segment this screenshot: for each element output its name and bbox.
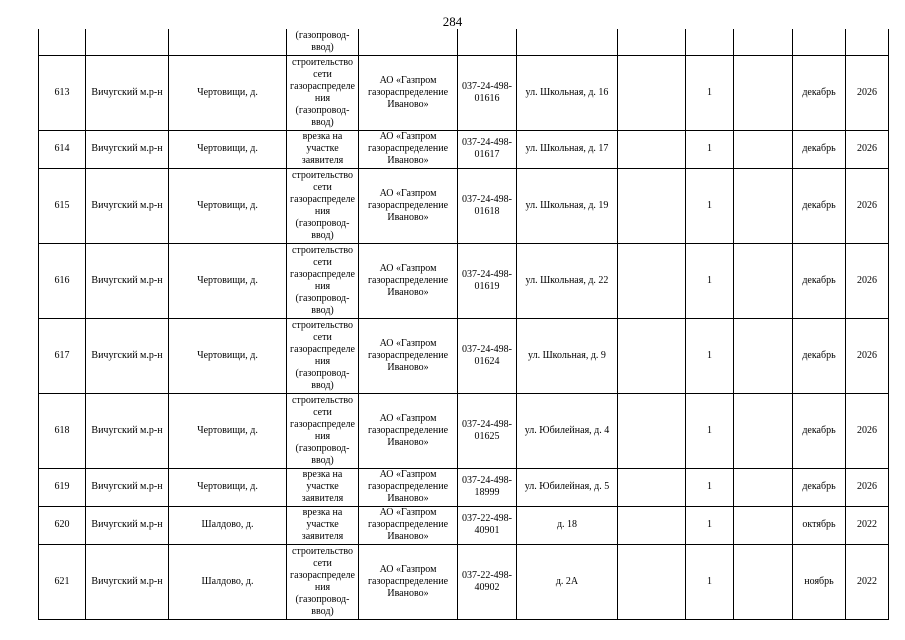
- row-number-cell: 615: [39, 168, 86, 243]
- empty-cell: [618, 130, 686, 168]
- month-cell: декабрь: [793, 168, 846, 243]
- quantity-cell: 1: [686, 393, 734, 468]
- quantity-cell: 1: [686, 544, 734, 619]
- code-cell: 037-24-498-01625: [458, 393, 517, 468]
- owner-cell: АО «Газпром газораспределение Иваново»: [359, 506, 458, 544]
- empty-cell: [618, 468, 686, 506]
- district-cell: Вичугский м.р-н: [86, 468, 169, 506]
- owner-cell: АО «Газпром газораспределение Иваново»: [359, 243, 458, 318]
- district-cell: Вичугский м.р-н: [86, 393, 169, 468]
- settlement-cell: Шалдово, д.: [169, 506, 287, 544]
- row-number-cell: 616: [39, 243, 86, 318]
- empty-cell: [618, 55, 686, 130]
- page-number: 284: [442, 14, 463, 29]
- table-row: [39, 468, 889, 506]
- settlement-cell: Чертовищи, д.: [169, 168, 287, 243]
- work-type-cell: строительство сети газораспределения (газопровод-ввод): [287, 318, 359, 393]
- quantity-cell: 1: [686, 468, 734, 506]
- settlement-cell: Чертовищи, д.: [169, 55, 287, 130]
- district-cell: Вичугский м.р-н: [86, 506, 169, 544]
- settlement-cell: Чертовищи, д.: [169, 468, 287, 506]
- address-cell: ул. Юбилейная, д. 4: [517, 393, 618, 468]
- district-cell: Вичугский м.р-н: [86, 55, 169, 130]
- code-cell: 037-22-498-40902: [458, 544, 517, 619]
- empty-cell: [618, 506, 686, 544]
- district-cell: Вичугский м.р-н: [86, 544, 169, 619]
- continuation-row: [39, 29, 889, 55]
- row-number-cell: 619: [39, 468, 86, 506]
- work-type-cell: строительство сети газораспределения (газопровод-ввод): [287, 243, 359, 318]
- year-cell: 2026: [846, 168, 889, 243]
- empty-cell: [734, 243, 793, 318]
- month-cell: декабрь: [793, 318, 846, 393]
- settlement-cell: Чертовищи, д.: [169, 243, 287, 318]
- empty-cell: [734, 544, 793, 619]
- owner-cell: АО «Газпром газораспределение Иваново»: [359, 393, 458, 468]
- month-cell: декабрь: [793, 393, 846, 468]
- empty-cell: [734, 468, 793, 506]
- month-cell: декабрь: [793, 243, 846, 318]
- empty-cell: [618, 393, 686, 468]
- district-cell: Вичугский м.р-н: [86, 168, 169, 243]
- table-row: [39, 55, 889, 130]
- empty-cell: [734, 318, 793, 393]
- empty-cell: [618, 318, 686, 393]
- row-number-cell: 620: [39, 506, 86, 544]
- table-row: [39, 318, 889, 393]
- empty-cell: [618, 243, 686, 318]
- settlement-cell: Чертовищи, д.: [169, 393, 287, 468]
- quantity-cell: 1: [686, 168, 734, 243]
- owner-cell: АО «Газпром газораспределение Иваново»: [359, 55, 458, 130]
- empty-cell: [618, 168, 686, 243]
- code-cell: 037-24-498-01618: [458, 168, 517, 243]
- year-cell: 2026: [846, 468, 889, 506]
- work-type-cell: строительство сети газораспределения (газопровод-ввод): [287, 544, 359, 619]
- address-cell: ул. Школьная, д. 17: [517, 130, 618, 168]
- code-cell: 037-22-498-40901: [458, 506, 517, 544]
- address-cell: ул. Юбилейная, д. 5: [517, 468, 618, 506]
- owner-cell: АО «Газпром газораспределение Иваново»: [359, 318, 458, 393]
- address-cell: ул. Школьная, д. 9: [517, 318, 618, 393]
- empty-cell: [734, 168, 793, 243]
- quantity-cell: 1: [686, 318, 734, 393]
- address-cell: ул. Школьная, д. 22: [517, 243, 618, 318]
- quantity-cell: 1: [686, 55, 734, 130]
- year-cell: 2026: [846, 393, 889, 468]
- month-cell: декабрь: [793, 130, 846, 168]
- address-cell: ул. Школьная, д. 16: [517, 55, 618, 130]
- district-cell: Вичугский м.р-н: [86, 318, 169, 393]
- address-cell: д. 18: [517, 506, 618, 544]
- year-cell: 2026: [846, 55, 889, 130]
- year-cell: 2026: [846, 243, 889, 318]
- work-type-cell: строительство сети газораспределения (газопровод-ввод): [287, 168, 359, 243]
- month-cell: декабрь: [793, 55, 846, 130]
- table-row: [39, 168, 889, 243]
- empty-cell: [734, 506, 793, 544]
- table-row: [39, 393, 889, 468]
- table-row: [39, 506, 889, 544]
- quantity-cell: 1: [686, 130, 734, 168]
- owner-cell: АО «Газпром газораспределение Иваново»: [359, 130, 458, 168]
- work-type-cell: строительство сети газораспределения (газопровод-ввод): [287, 55, 359, 130]
- quantity-cell: 1: [686, 243, 734, 318]
- code-cell: 037-24-498-18999: [458, 468, 517, 506]
- empty-cell: [734, 393, 793, 468]
- row-number-cell: 621: [39, 544, 86, 619]
- year-cell: 2022: [846, 506, 889, 544]
- code-cell: 037-24-498-01617: [458, 130, 517, 168]
- settlement-cell: Чертовищи, д.: [169, 318, 287, 393]
- row-number-cell: 618: [39, 393, 86, 468]
- code-cell: 037-24-498-01624: [458, 318, 517, 393]
- empty-cell: [618, 544, 686, 619]
- work-type-cell: врезка на участке заявителя: [287, 130, 359, 168]
- table-row: [39, 243, 889, 318]
- work-type-cell: врезка на участке заявителя: [287, 506, 359, 544]
- address-cell: д. 2А: [517, 544, 618, 619]
- settlement-cell: Чертовищи, д.: [169, 130, 287, 168]
- quantity-cell: 1: [686, 506, 734, 544]
- work-type-cell: врезка на участке заявителя: [287, 468, 359, 506]
- code-cell: 037-24-498-01619: [458, 243, 517, 318]
- row-number-cell: 613: [39, 55, 86, 130]
- row-number-cell: 614: [39, 130, 86, 168]
- table-row: [39, 130, 889, 168]
- work-type-cell: (газопровод- ввод): [287, 29, 359, 55]
- work-type-cell: строительство сети газораспределения (газопровод-ввод): [287, 393, 359, 468]
- connections-table: [38, 29, 889, 620]
- district-cell: Вичугский м.р-н: [86, 243, 169, 318]
- month-cell: декабрь: [793, 468, 846, 506]
- owner-cell: АО «Газпром газораспределение Иваново»: [359, 168, 458, 243]
- month-cell: ноябрь: [793, 544, 846, 619]
- year-cell: 2022: [846, 544, 889, 619]
- table-row: [39, 544, 889, 619]
- owner-cell: АО «Газпром газораспределение Иваново»: [359, 544, 458, 619]
- district-cell: Вичугский м.р-н: [86, 130, 169, 168]
- year-cell: 2026: [846, 318, 889, 393]
- code-cell: 037-24-498-01616: [458, 55, 517, 130]
- month-cell: октябрь: [793, 506, 846, 544]
- table-body: [39, 29, 889, 619]
- owner-cell: АО «Газпром газораспределение Иваново»: [359, 468, 458, 506]
- empty-cell: [734, 55, 793, 130]
- row-number-cell: 617: [39, 318, 86, 393]
- empty-cell: [734, 130, 793, 168]
- year-cell: 2026: [846, 130, 889, 168]
- settlement-cell: Шалдово, д.: [169, 544, 287, 619]
- address-cell: ул. Школьная, д. 19: [517, 168, 618, 243]
